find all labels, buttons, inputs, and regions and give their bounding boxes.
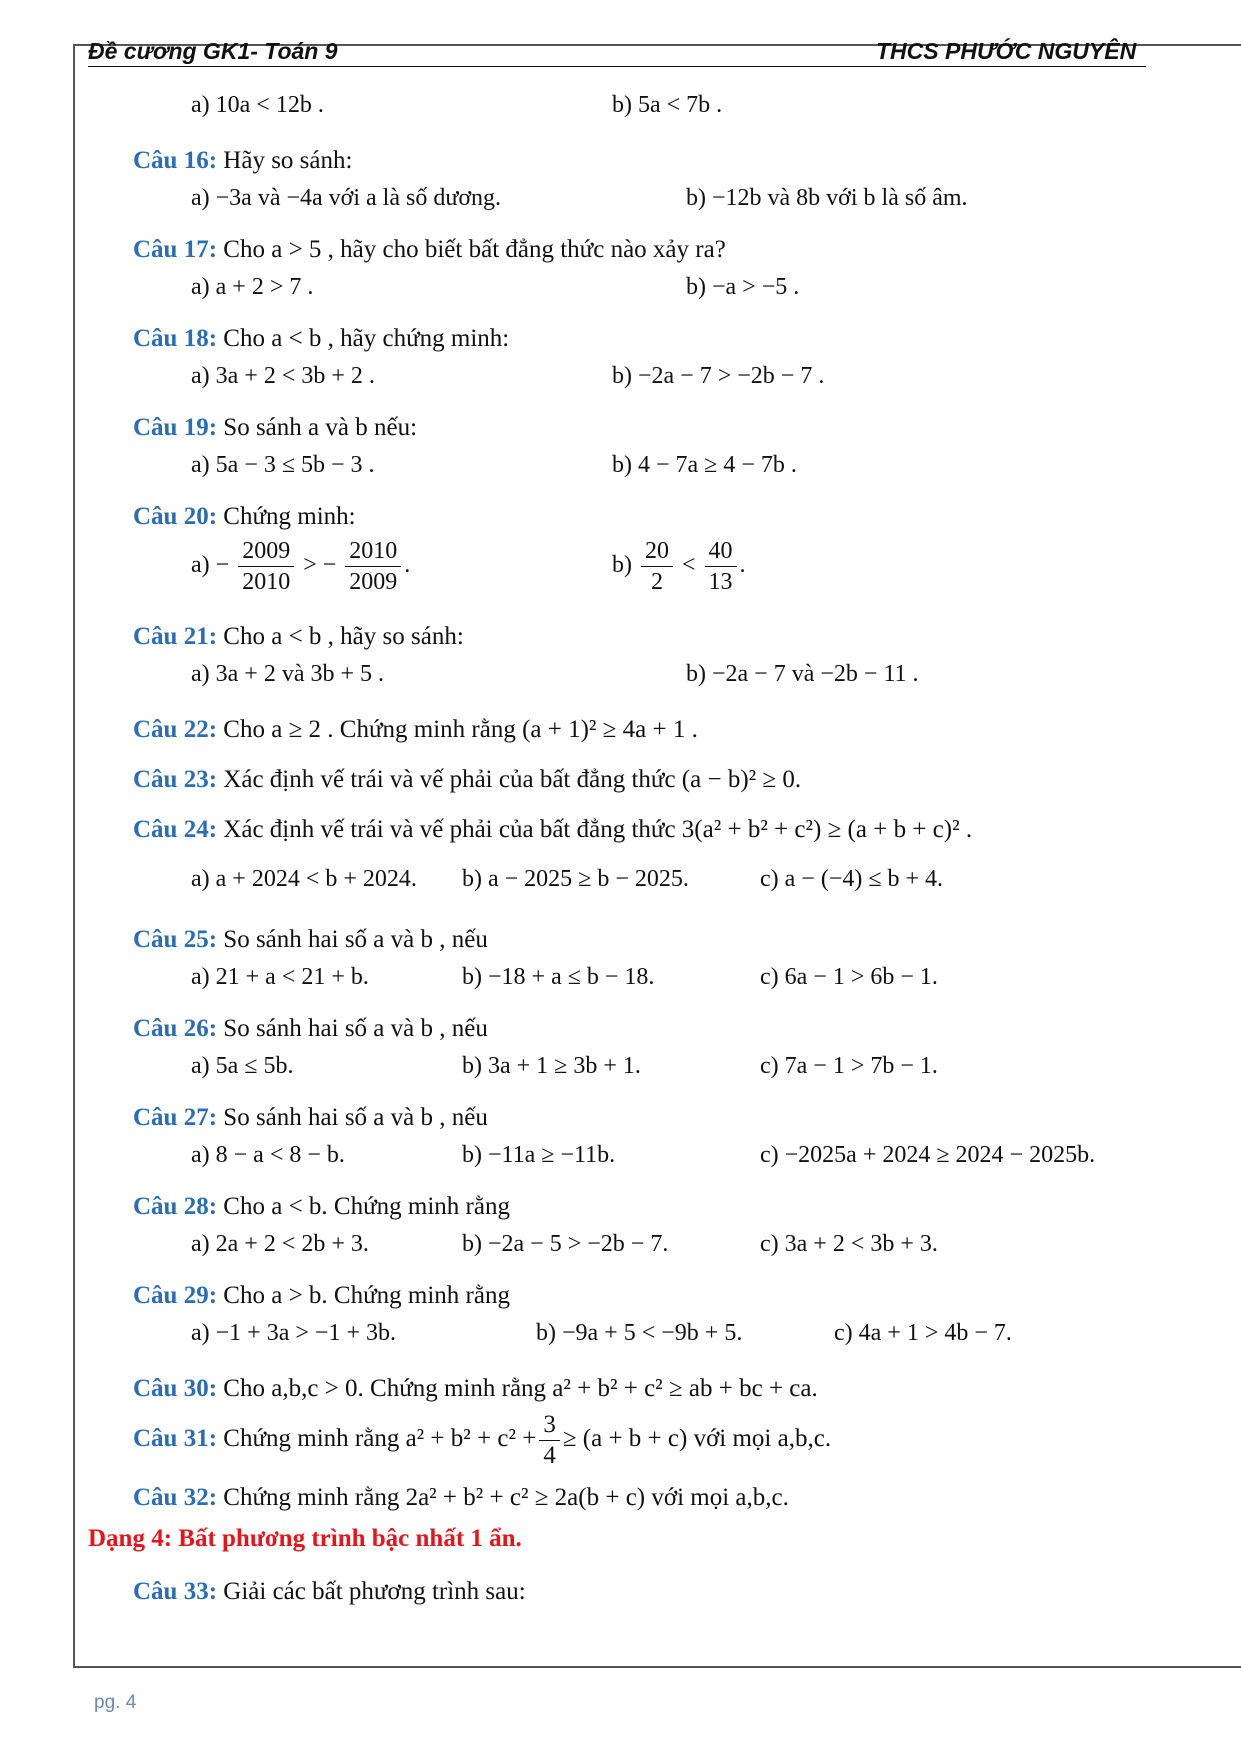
question-26-b: b) 3a + 1 ≥ 3b + 1. — [462, 1053, 641, 1079]
page-number: pg. 4 — [94, 1692, 137, 1713]
question-25: Câu 25: So sánh hai số a và b , nếu — [133, 926, 488, 953]
question-17-a: a) a + 2 > 7 . — [191, 274, 314, 300]
question-16-a: a) −3a và −4a với a là số dương. — [191, 185, 502, 211]
section-heading: Dạng 4: Bất phương trình bậc nhất 1 ẩn. — [88, 1525, 522, 1552]
question-28-b: b) −2a − 5 > −2b − 7. — [462, 1231, 669, 1257]
question-16-b: b) −12b và 8b với b là số âm. — [686, 185, 968, 211]
fraction: $\frac{3}{4}$ — [539, 1410, 560, 1471]
question-27-b: b) −11a ≥ −11b. — [462, 1142, 616, 1168]
question-30: Câu 30: Cho a,b,c > 0. Chứng minh rằng a² + b² + c² ≥ ab + bc + ca. — [133, 1375, 818, 1402]
fraction: $\frac{40}{13}$ — [705, 536, 737, 597]
question-24-c: c) a − (−4) ≤ b + 4. — [760, 866, 944, 892]
question-20: Câu 20: Chứng minh: — [133, 503, 356, 530]
question-20-a: a) − $\frac{2009}{2010}$ > − $\frac{2010}{2009}$ . — [191, 538, 411, 595]
question-27-a: a) 8 − a < 8 − b. — [191, 1142, 345, 1168]
question-24-a: a) a + 2024 < b + 2024. — [191, 866, 417, 892]
question-25-c: c) 6a − 1 > 6b − 1. — [760, 964, 938, 990]
header-right: THCS PHƯỚC NGUYÊN — [876, 38, 1137, 64]
question-18-b: b) −2a − 7 > −2b − 7 . — [612, 363, 825, 389]
question-19-b: b) 4 − 7a ≥ 4 − 7b . — [612, 452, 797, 478]
question-28-a: a) 2a + 2 < 2b + 3. — [191, 1231, 369, 1257]
question-20-b: b) $\frac{20}{2}$ < $\frac{40}{13}$ . — [612, 538, 746, 595]
question-18-a: a) 3a + 2 < 3b + 2 . — [191, 363, 375, 389]
fraction: $\frac{2010}{2009}$ — [345, 536, 401, 597]
question-19: Câu 19: So sánh a và b nếu: — [133, 414, 418, 441]
question-25-b: b) −18 + a ≤ b − 18. — [462, 964, 655, 990]
question-23: Câu 23: Xác định vế trái và vế phải của bất đẳng thức (a − b)² ≥ 0. — [133, 766, 802, 793]
question-24-b: b) a − 2025 ≥ b − 2025. — [462, 866, 689, 892]
question-33: Câu 33: Giải các bất phương trình sau: — [133, 1578, 526, 1605]
item-top-a: a) 10a < 12b . — [191, 92, 324, 118]
question-31: Câu 31: Chứng minh rằng a² + b² + c² + $\frac{3}{4}$ ≥ (a + b + c) với mọi a,b,c. — [133, 1411, 832, 1469]
fraction: $\frac{20}{2}$ — [641, 536, 673, 597]
header-left: Đề cương GK1- Toán 9 — [88, 38, 338, 64]
question-26-c: c) 7a − 1 > 7b − 1. — [760, 1053, 938, 1079]
question-28-c: c) 3a + 2 < 3b + 3. — [760, 1231, 938, 1257]
question-26: Câu 26: So sánh hai số a và b , nếu — [133, 1015, 488, 1042]
question-28: Câu 28: Cho a < b. Chứng minh rằng — [133, 1193, 510, 1220]
question-19-a: a) 5a − 3 ≤ 5b − 3 . — [191, 452, 375, 478]
question-25-a: a) 21 + a < 21 + b. — [191, 964, 369, 990]
fraction: $\frac{2009}{2010}$ — [238, 536, 294, 597]
item-top-b: b) 5a < 7b . — [612, 92, 723, 118]
question-18: Câu 18: Cho a < b , hãy chứng minh: — [133, 325, 510, 352]
question-21: Câu 21: Cho a < b , hãy so sánh: — [133, 623, 464, 650]
question-32: Câu 32: Chứng minh rằng 2a² + b² + c² ≥ 2a(b + c) với mọi a,b,c. — [133, 1484, 789, 1511]
question-22: Câu 22: Cho a ≥ 2 . Chứng minh rằng (a + 1)² ≥ 4a + 1 . — [133, 716, 698, 743]
question-29-c: c) 4a + 1 > 4b − 7. — [834, 1320, 1012, 1346]
header-rule — [88, 66, 1146, 67]
question-16: Câu 16: Hãy so sánh: — [133, 147, 353, 174]
question-26-a: a) 5a ≤ 5b. — [191, 1053, 294, 1079]
question-21-b: b) −2a − 7 và −2b − 11 . — [686, 661, 919, 687]
question-24: Câu 24: Xác định vế trái và vế phải của bất đẳng thức 3(a² + b² + c²) ≥ (a + b + c)² . — [133, 816, 973, 843]
question-29: Câu 29: Cho a > b. Chứng minh rằng — [133, 1282, 510, 1309]
question-27-c: c) −2025a + 2024 ≥ 2024 − 2025b. — [760, 1142, 1096, 1168]
question-21-a: a) 3a + 2 và 3b + 5 . — [191, 661, 385, 687]
question-27: Câu 27: So sánh hai số a và b , nếu — [133, 1104, 488, 1131]
question-17: Câu 17: Cho a > 5 , hãy cho biết bất đẳng thức nào xảy ra? — [133, 236, 726, 263]
question-29-a: a) −1 + 3a > −1 + 3b. — [191, 1320, 396, 1346]
question-17-b: b) −a > −5 . — [686, 274, 800, 300]
question-29-b: b) −9a + 5 < −9b + 5. — [536, 1320, 743, 1346]
